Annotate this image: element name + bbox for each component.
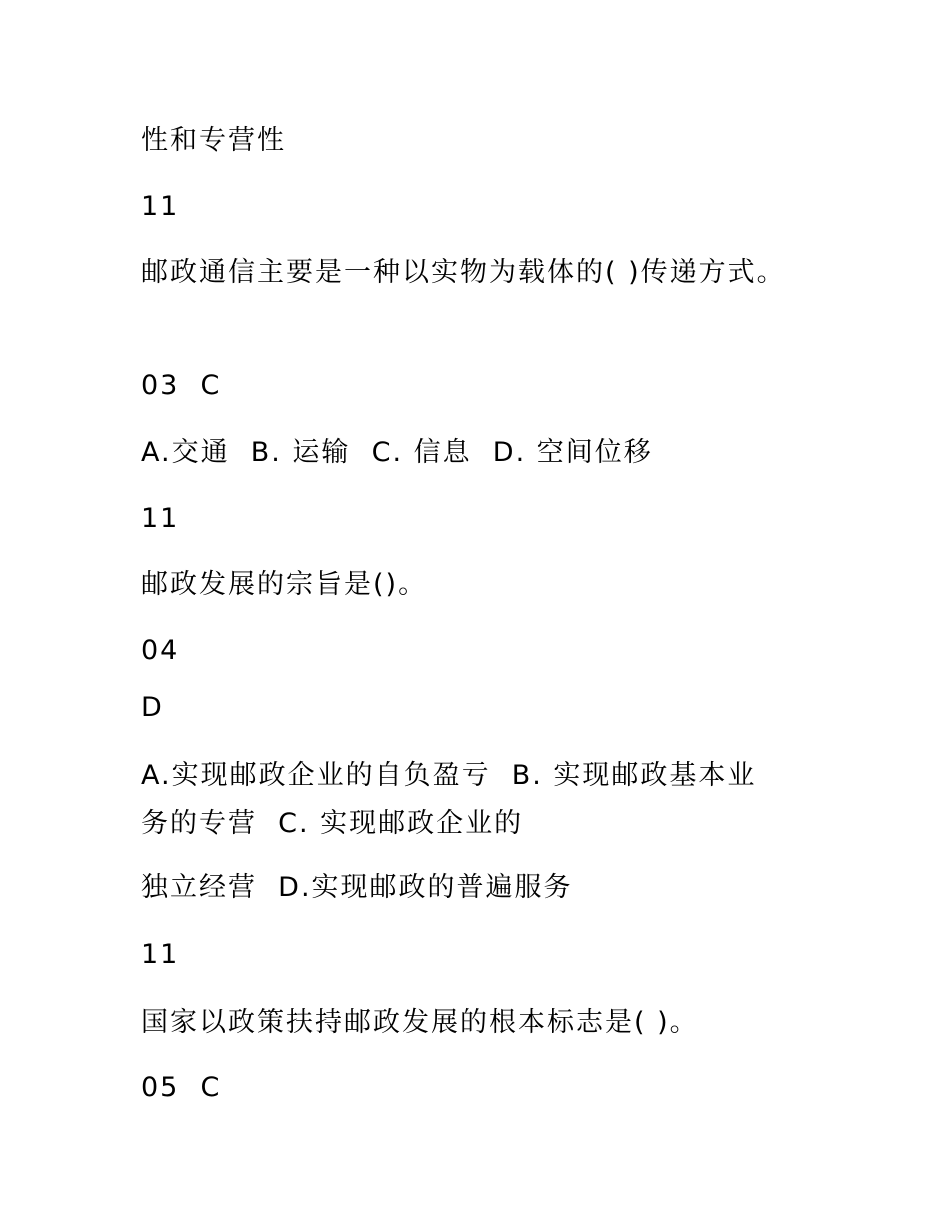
text-line-continuation: 性和专营性 (141, 125, 286, 156)
question-text: 邮政通信主要是一种以实物为载体的( )传递方式。 (141, 257, 786, 288)
question-number-answer: 03 C (141, 370, 222, 401)
question-text: 邮政发展的宗旨是()。 (141, 569, 428, 600)
answer-options: A.实现邮政企业的自负盈亏 B. 实现邮政基本业 (141, 760, 757, 791)
question-marker: 11 (141, 939, 180, 970)
question-text: 国家以政策扶持邮政发展的根本标志是( )。 (141, 1007, 699, 1038)
answer-options: A.交通 B. 运输 C. 信息 D. 空间位移 (141, 437, 653, 468)
answer-options-continued: 独立经营 D.实现邮政的普遍服务 (141, 872, 573, 903)
question-marker: 11 (141, 191, 180, 222)
question-number: 04 (141, 635, 180, 666)
question-number-answer: 05 C (141, 1072, 222, 1103)
question-marker: 11 (141, 503, 180, 534)
question-answer: D (141, 692, 164, 723)
answer-options-continued: 务的专营 C. 实现邮政企业的 (141, 808, 524, 839)
